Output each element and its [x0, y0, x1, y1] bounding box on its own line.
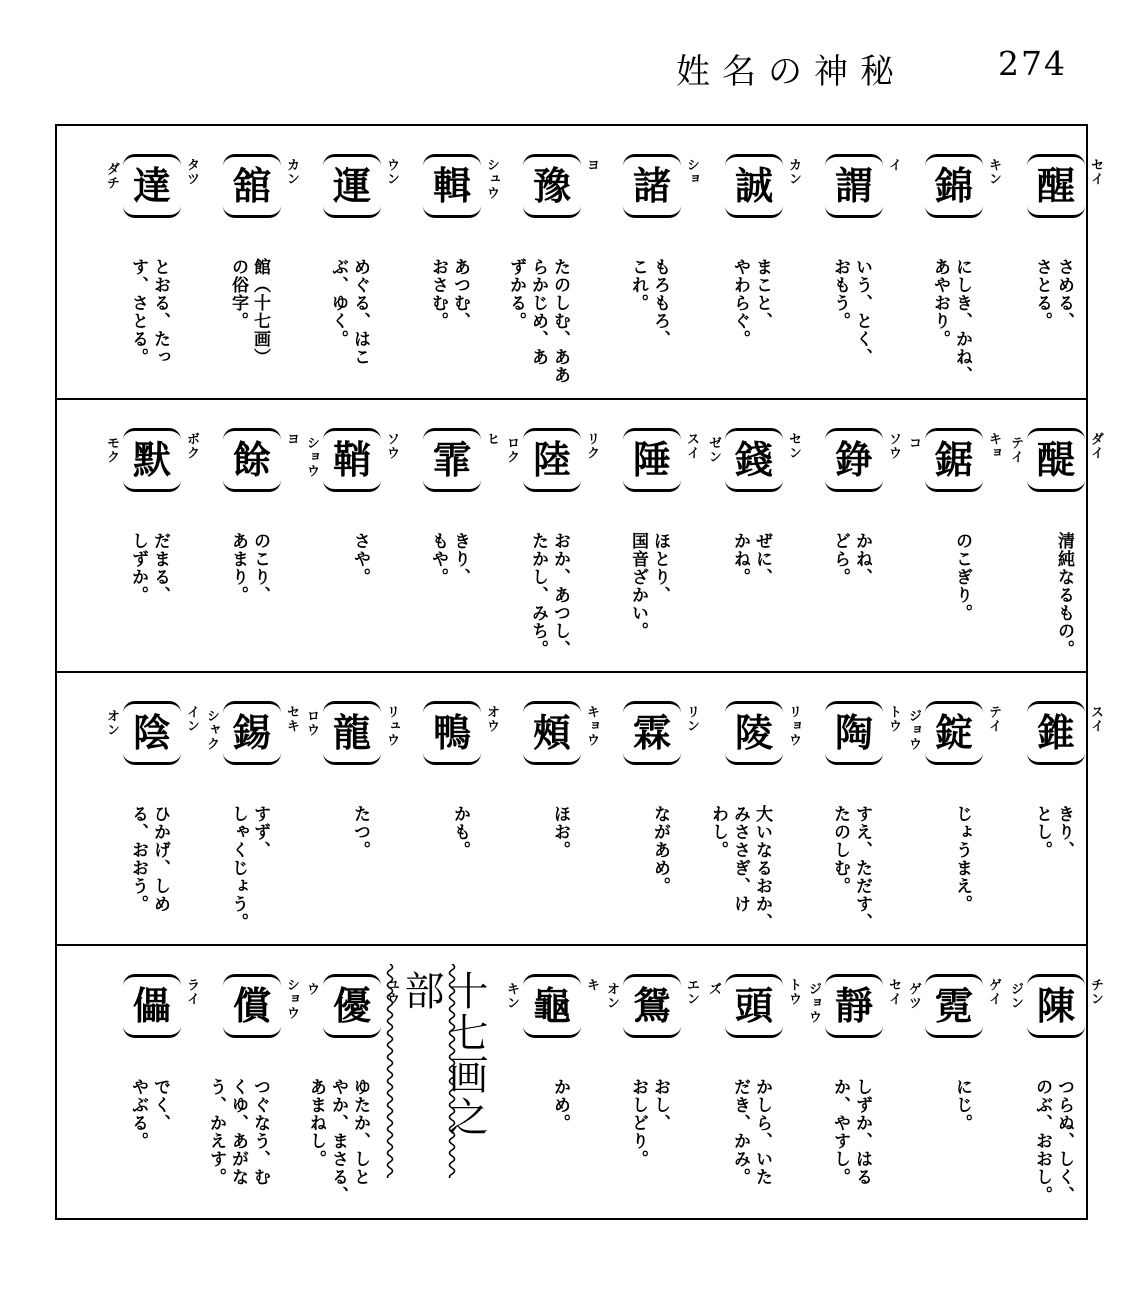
kanji-character: 霖: [623, 701, 681, 765]
kanji-meaning: きり、 もや。: [428, 532, 470, 586]
kanji-entry: [987, 946, 1103, 1218]
kanji-head: [123, 974, 199, 1038]
dictionary-row: [57, 126, 1103, 400]
kanji-meaning: つぐなう、む くゆ、あがな う、かえす。: [206, 1078, 270, 1186]
kanji-head: [523, 701, 599, 765]
kanji-character: 龍: [323, 701, 381, 765]
kanji-meaning: あつむ、 おさむ。: [428, 258, 470, 330]
kanji-head: [104, 701, 199, 765]
kanji-reading-alt: ゲツ: [906, 982, 921, 1010]
kanji-reading: ライ: [184, 978, 199, 1006]
kanji-head: [1008, 974, 1103, 1038]
kanji-head: [504, 428, 599, 492]
kanji-reading: キン: [986, 158, 1001, 186]
kanji-reading: ソウ: [886, 432, 901, 460]
kanji-head: [223, 974, 299, 1038]
kanji-meaning: すず、 しゃくじょう。: [228, 805, 270, 931]
kanji-entry: [83, 673, 199, 944]
kanji-reading: ヨ: [284, 432, 299, 446]
kanji-entry: [685, 126, 801, 398]
kanji-meaning: さや。: [350, 532, 370, 586]
kanji-reading: ボク: [184, 432, 199, 460]
kanji-head: [725, 154, 801, 218]
kanji-meaning: たのしむ、ああ らかじめ、あ ずかる。: [506, 258, 570, 384]
kanji-reading: テイ: [986, 705, 1001, 733]
kanji-reading-alt: ゼン: [706, 436, 721, 464]
kanji-entry: [987, 673, 1103, 944]
kanji-reading: カン: [786, 158, 801, 186]
kanji-reading: ダイ: [1088, 432, 1103, 460]
kanji-meaning: ほお。: [550, 805, 570, 859]
kanji-entry: [83, 126, 199, 398]
kanji-meaning: ぜに、 かね。: [730, 532, 772, 586]
kanji-entry: [987, 400, 1103, 671]
kanji-reading: イ: [886, 158, 901, 172]
kanji-meaning: まこと、 やわらぐ。: [730, 258, 772, 348]
kanji-head: [623, 701, 699, 765]
kanji-character: 頭: [725, 974, 783, 1038]
kanji-head: [806, 974, 901, 1038]
kanji-reading-alt: ズ: [706, 982, 721, 996]
kanji-character: 誠: [725, 154, 783, 218]
kanji-head: [1027, 154, 1103, 218]
kanji-head: [104, 154, 199, 218]
kanji-meaning: いう、とく、 おもう。: [830, 258, 872, 366]
kanji-character: 陰: [123, 701, 181, 765]
kanji-reading: カン: [284, 158, 299, 186]
kanji-head: [423, 428, 499, 492]
kanji-head: [623, 428, 699, 492]
kanji-character: 默: [123, 428, 181, 492]
kanji-head: [104, 428, 199, 492]
kanji-character: 醒: [1027, 154, 1085, 218]
kanji-reading-alt: キン: [504, 982, 519, 1010]
kanji-head: [423, 154, 499, 218]
kanji-character: 儡: [123, 974, 181, 1038]
kanji-meaning: しずか、はる か、やすし。: [830, 1078, 872, 1186]
kanji-reading: セキ: [284, 705, 299, 733]
kanji-head: [825, 701, 901, 765]
kanji-head: [706, 974, 801, 1038]
kanji-reading-alt: ロウ: [304, 709, 319, 737]
kanji-character: 陳: [1027, 974, 1085, 1038]
kanji-character: 償: [223, 974, 281, 1038]
kanji-meaning: たつ。: [350, 805, 370, 859]
kanji-reading-alt: ジョウ: [806, 982, 821, 1024]
kanji-head: [523, 154, 599, 218]
kanji-character: 頰: [523, 701, 581, 765]
kanji-character: 錫: [223, 701, 281, 765]
kanji-meaning: かしら、いた だき、かみ。: [730, 1078, 772, 1186]
kanji-meaning: かも。: [450, 805, 470, 859]
kanji-entry: [483, 946, 599, 1218]
kanji-meaning: かね、 どら。: [830, 532, 872, 586]
kanji-meaning: つらぬ、しく、 のぶ、おおし。: [1032, 1078, 1074, 1204]
kanji-character: 靜: [825, 974, 883, 1038]
kanji-reading: ヨ: [584, 158, 599, 172]
kanji-reading: スイ: [1088, 705, 1103, 733]
kanji-reading: セイ: [886, 978, 901, 1006]
kanji-reading: リン: [684, 705, 699, 733]
kanji-character: 錦: [925, 154, 983, 218]
kanji-head: [304, 701, 399, 765]
kanji-meaning: だまる、 しずか。: [128, 532, 170, 604]
kanji-meaning: のこぎり。: [952, 532, 972, 622]
kanji-reading: ソウ: [384, 432, 399, 460]
kanji-reading: リク: [584, 432, 599, 460]
kanji-character: 陵: [725, 701, 783, 765]
kanji-meaning: すえ、ただす、 たのしむ。: [830, 805, 872, 931]
kanji-head: [623, 154, 699, 218]
kanji-meaning: 館（十七画） の俗字。: [228, 258, 270, 366]
kanji-reading: セン: [786, 432, 801, 460]
kanji-reading: トウ: [886, 705, 901, 733]
wavy-border: [385, 964, 395, 1178]
kanji-reading-alt: コ: [906, 436, 921, 450]
kanji-head: [1027, 701, 1103, 765]
kanji-head: [504, 974, 599, 1038]
kanji-reading: キョウ: [584, 705, 599, 747]
kanji-entry: [685, 400, 801, 671]
kanji-character: 霏: [423, 428, 481, 492]
kanji-reading-alt: モク: [104, 436, 119, 464]
kanji-reading: タツ: [184, 158, 199, 186]
kanji-character: 運: [323, 154, 381, 218]
kanji-head: [204, 701, 299, 765]
kanji-character: 舘: [223, 154, 281, 218]
kanji-reading: ショウ: [284, 978, 299, 1020]
dictionary-row: [57, 673, 1103, 946]
kanji-meaning: じょうまえ。: [952, 805, 972, 913]
kanji-reading: スイ: [684, 432, 699, 460]
kanji-entry: [685, 946, 801, 1218]
kanji-reading-alt: ウ: [304, 982, 319, 996]
kanji-reading: リョウ: [786, 705, 801, 747]
kanji-character: 達: [123, 154, 181, 218]
kanji-reading: シュウ: [484, 158, 499, 200]
kanji-character: 陸: [523, 428, 581, 492]
kanji-reading-alt: オン: [604, 982, 619, 1010]
kanji-character: 醍: [1027, 428, 1085, 492]
kanji-entry: [685, 673, 801, 944]
kanji-character: 陶: [825, 701, 883, 765]
kanji-meaning: とおる、たっ す、さとる。: [128, 258, 170, 366]
kanji-character: 鞘: [323, 428, 381, 492]
kanji-reading: チン: [1088, 978, 1103, 1006]
kanji-reading: リュウ: [384, 705, 399, 747]
kanji-head: [725, 701, 801, 765]
kanji-entry: [83, 946, 199, 1218]
kanji-reading-alt: シャク: [204, 709, 219, 751]
kanji-head: [906, 428, 1001, 492]
kanji-character: 霓: [925, 974, 983, 1038]
section-label: [385, 964, 488, 1178]
kanji-reading-alt: ダチ: [104, 162, 119, 190]
kanji-character: 優: [323, 974, 381, 1038]
kanji-meaning: めぐる、はこ ぶ、ゆく。: [328, 258, 370, 366]
kanji-character: 龜: [523, 974, 581, 1038]
kanji-entry: [83, 400, 199, 671]
page-number: 274: [998, 44, 1067, 83]
kanji-meaning: ながあめ。: [650, 805, 670, 895]
kanji-head: [1008, 428, 1103, 492]
kanji-character: 餘: [223, 428, 281, 492]
kanji-character: 錢: [725, 428, 783, 492]
kanji-head: [706, 428, 801, 492]
kanji-meaning: もろもろ、 これ。: [628, 258, 670, 348]
dictionary-row: [57, 946, 1103, 1218]
kanji-meaning: かめ。: [550, 1078, 570, 1132]
dictionary-row: [57, 400, 1103, 673]
kanji-reading: オウ: [484, 705, 499, 733]
kanji-reading: イン: [184, 705, 199, 733]
kanji-head: [906, 701, 1001, 765]
kanji-head: [423, 701, 499, 765]
kanji-reading: ゲイ: [986, 978, 1001, 1006]
kanji-meaning: ほとり、 国音ざかい。: [628, 532, 670, 640]
kanji-reading-alt: ジン: [1008, 982, 1023, 1010]
kanji-meaning: でく、 やぶる。: [128, 1078, 170, 1150]
kanji-character: 錚: [825, 428, 883, 492]
section-label-text: 十七画之部: [398, 970, 488, 1138]
kanji-meaning: ひかげ、しめ る、おおう。: [128, 805, 170, 913]
kanji-head: [304, 974, 399, 1038]
kanji-head: [604, 974, 699, 1038]
kanji-reading: ショ: [684, 158, 699, 186]
kanji-character: 錠: [925, 701, 983, 765]
page-title: 姓名の神秘: [676, 52, 906, 92]
kanji-reading-alt: ロク: [504, 436, 519, 464]
kanji-head: [223, 428, 299, 492]
kanji-head: [925, 154, 1001, 218]
kanji-entry: [987, 126, 1103, 398]
kanji-character: 錐: [1027, 701, 1085, 765]
kanji-character: 謂: [825, 154, 883, 218]
kanji-reading: エン: [684, 978, 699, 1006]
kanji-meaning: にじ。: [952, 1078, 972, 1132]
kanji-character: 陲: [623, 428, 681, 492]
kanji-meaning: おし、 おしどり。: [628, 1078, 670, 1168]
kanji-meaning: にしき、かね、 あやおり。: [930, 258, 972, 384]
kanji-reading: セイ: [1088, 158, 1103, 186]
kanji-reading: キ: [584, 978, 599, 992]
kanji-reading-alt: ジョウ: [906, 709, 921, 751]
kanji-character: 豫: [523, 154, 581, 218]
kanji-reading-alt: テイ: [1008, 436, 1023, 464]
kanji-reading: ウン: [384, 158, 399, 186]
kanji-meaning: おか、あつし、 たかし、みち。: [528, 532, 570, 658]
kanji-character: 鴛: [623, 974, 681, 1038]
kanji-reading-alt: オン: [104, 709, 119, 737]
kanji-head: [223, 154, 299, 218]
kanji-reading: ユウ: [384, 978, 399, 1006]
kanji-head: [323, 154, 399, 218]
kanji-meaning: ゆたか、しと やか、まさる、 あまねし。: [306, 1078, 370, 1204]
kanji-meaning: きり、 とし。: [1032, 805, 1074, 859]
kanji-character: 鋸: [925, 428, 983, 492]
kanji-meaning: 大いなるおか、 みささぎ、け わし。: [708, 805, 772, 931]
kanji-character: 輯: [423, 154, 481, 218]
kanji-head: [906, 974, 1001, 1038]
kanji-head: [825, 154, 901, 218]
kanji-reading-alt: ショウ: [304, 436, 319, 478]
kanji-meaning: さめる、 さとる。: [1032, 258, 1074, 330]
kanji-character: 鴨: [423, 701, 481, 765]
kanji-head: [825, 428, 901, 492]
kanji-reading: キョ: [986, 432, 1001, 460]
kanji-head: [304, 428, 399, 492]
kanji-reading: ヒ: [484, 432, 499, 446]
kanji-meaning: のこり、 あまり。: [228, 532, 270, 604]
kanji-dictionary-table: [55, 124, 1103, 1220]
kanji-meaning: 清純なるもの。: [1054, 532, 1074, 658]
kanji-reading: トウ: [786, 978, 801, 1006]
kanji-character: 諸: [623, 154, 681, 218]
